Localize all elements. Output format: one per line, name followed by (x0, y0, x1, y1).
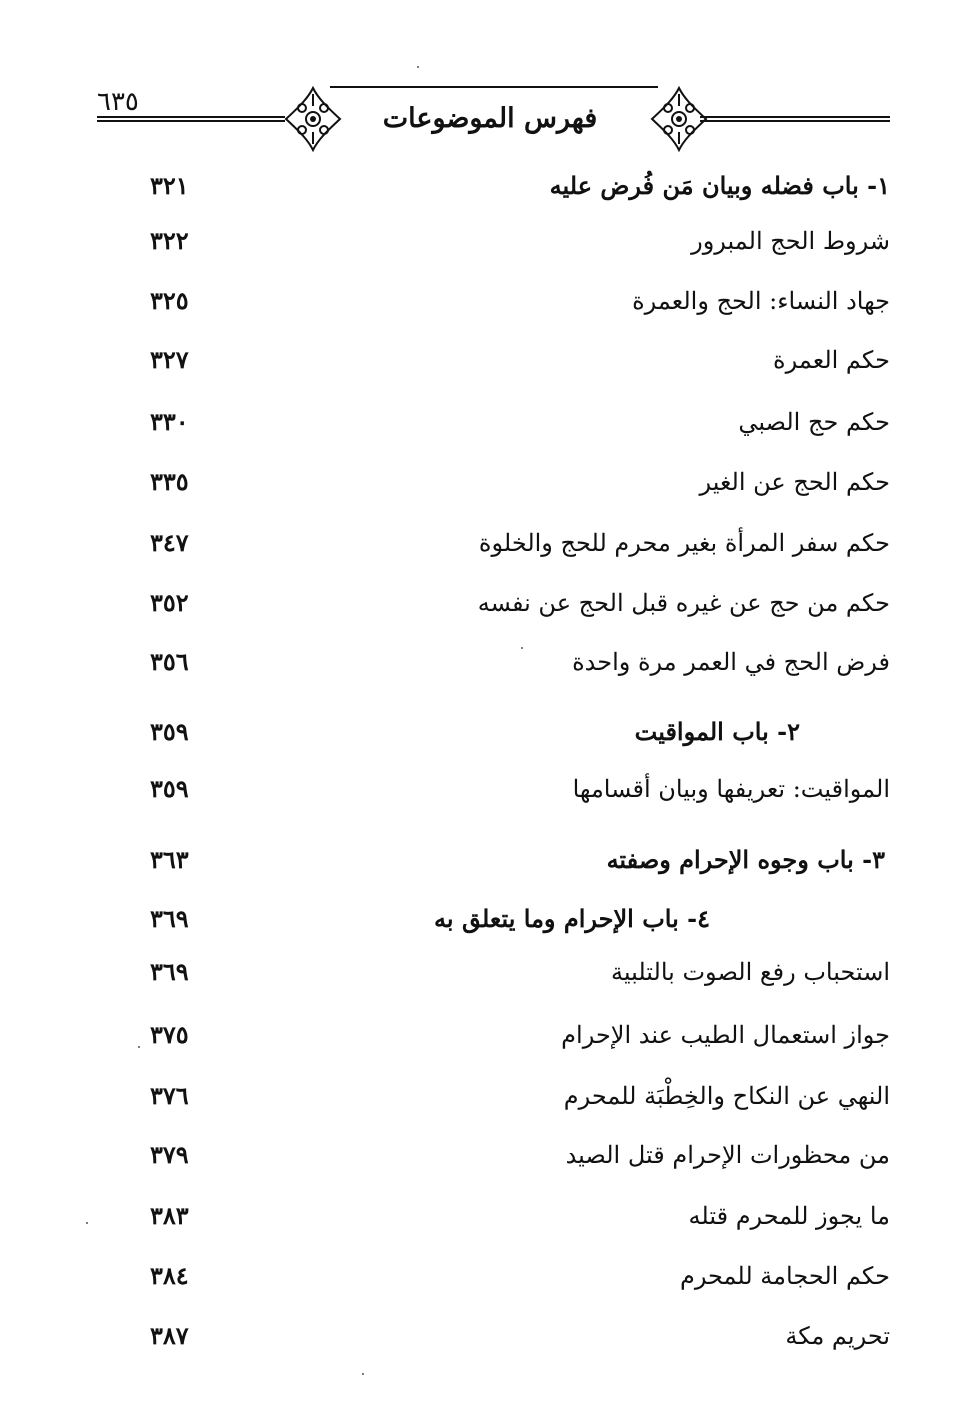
toc-entry-page: ٣٨٧ (150, 1321, 189, 1350)
toc-row (150, 952, 890, 992)
page-number: ٦٣٥ (97, 87, 139, 117)
page-title: فهرس الموضوعات (382, 103, 598, 134)
toc-row (150, 583, 890, 623)
toc-row (150, 712, 800, 752)
toc-entry-page: ٣٨٣ (150, 1201, 189, 1230)
toc-row (150, 899, 710, 939)
toc-entry-title: تحريم مكة (785, 1322, 890, 1350)
toc-entry-page: ٣٧٩ (150, 1140, 189, 1169)
toc-row (150, 1196, 890, 1236)
toc-entry-title: حكم من حج عن غيره قبل الحج عن نفسه (477, 589, 890, 617)
toc-row (150, 1256, 890, 1296)
toc-entry-page: ٣٥٦ (150, 647, 189, 676)
toc-entry-page: ٣٥٩ (150, 774, 189, 803)
toc-row (150, 221, 890, 261)
toc-row (150, 1135, 890, 1175)
toc-entry-page: ٣٣٠ (150, 407, 189, 436)
toc-entry-page: ٣٦٩ (150, 957, 189, 986)
toc-entry-title: حكم الحجامة للمحرم (679, 1262, 890, 1290)
toc-entry-title: ٢- باب المواقيت (634, 717, 800, 746)
toc-entry-title: حكم سفر المرأة بغير محرم للحج والخلوة (478, 529, 890, 557)
toc-entry-title: من محظورات الإحرام قتل الصيد (565, 1141, 890, 1169)
toc-row (150, 166, 890, 206)
toc-row (150, 642, 890, 682)
toc-entry-page: ٣٣٥ (150, 467, 189, 496)
toc-entry-title: شروط الحج المبرور (691, 227, 890, 255)
toc-entry-page: ٣٦٣ (150, 845, 189, 874)
toc-entry-page: ٣٢٢ (150, 226, 189, 255)
toc-row (150, 769, 890, 809)
toc-entry-title: جهاد النساء: الحج والعمرة (632, 287, 890, 315)
paper-speck (521, 647, 523, 649)
toc-row (150, 1076, 890, 1116)
toc-entry-page: ٣٧٥ (150, 1020, 189, 1049)
toc-entry-title: حكم الحج عن الغير (699, 468, 890, 496)
toc-row (150, 462, 890, 502)
toc-row (150, 523, 890, 563)
toc-row (150, 340, 890, 380)
toc-entry-page: ٣٤٧ (150, 528, 189, 557)
toc-row (150, 1316, 890, 1356)
toc-entry-title: ما يجوز للمحرم قتله (688, 1202, 890, 1230)
toc-entry-page: ٣٨٤ (150, 1261, 189, 1290)
toc-entry-title: ٤- باب الإحرام وما يتعلق به (434, 904, 710, 933)
toc-entry-title: ١- باب فضله وبيان مَن فُرض عليه (549, 171, 890, 200)
toc-entry-title: النهي عن النكاح والخِطْبَة للمحرم (563, 1082, 890, 1110)
toc-entry-title: حكم العمرة (773, 346, 890, 374)
toc-row (150, 402, 890, 442)
toc-row (150, 1015, 890, 1055)
toc-entry-title: استحباب رفع الصوت بالتلبية (610, 958, 890, 986)
paper-speck (86, 1222, 88, 1224)
toc-entry-title: حكم حج الصبي (738, 408, 890, 436)
toc-entry-page: ٣٦٩ (150, 904, 189, 933)
toc-row (150, 840, 885, 880)
toc-entry-title: المواقيت: تعريفها وبيان أقسامها (572, 775, 890, 803)
toc-entry-page: ٣٥٢ (150, 588, 189, 617)
paper-speck (362, 1373, 364, 1375)
toc-entry-title: فرض الحج في العمر مرة واحدة (572, 648, 890, 676)
paper-speck (417, 66, 419, 68)
toc-entry-title: ٣- باب وجوه الإحرام وصفته (606, 845, 885, 874)
toc-entry-page: ٣٧٦ (150, 1081, 189, 1110)
toc-entry-page: ٣٢٥ (150, 286, 189, 315)
toc-entry-page: ٣٢٧ (150, 345, 189, 374)
toc-entry-title: جواز استعمال الطيب عند الإحرام (561, 1021, 890, 1049)
paper-speck (138, 1046, 140, 1048)
toc-row (150, 281, 890, 321)
toc-entry-page: ٣٥٩ (150, 717, 189, 746)
toc-entry-page: ٣٢١ (150, 171, 189, 200)
